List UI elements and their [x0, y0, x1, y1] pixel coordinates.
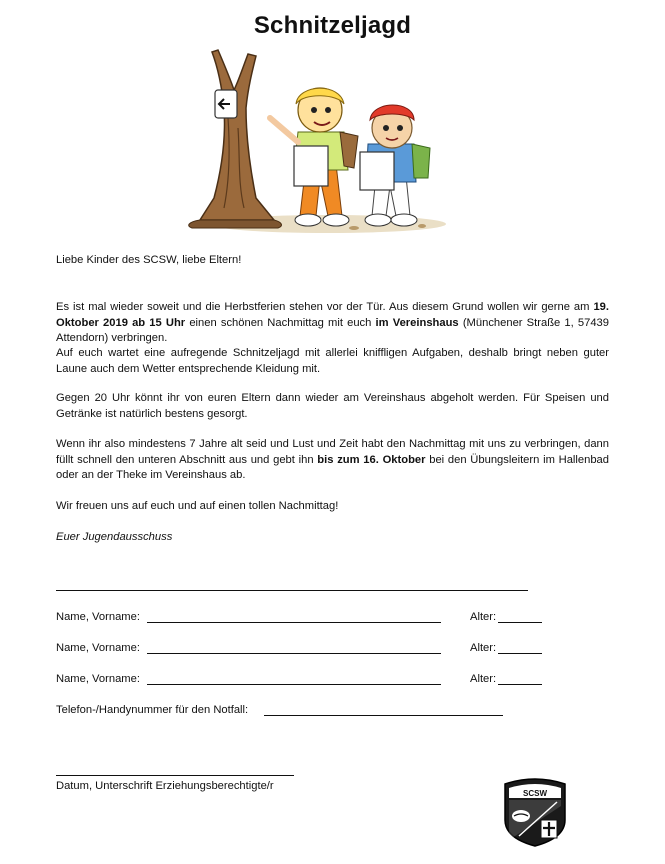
boy-icon	[360, 105, 430, 226]
children-illustration	[178, 48, 450, 238]
age-label-1: Alter:	[470, 611, 497, 623]
deadline: bis zum 16. Oktober	[317, 453, 426, 466]
cut-line	[56, 590, 528, 591]
name-label-3: Name, Vorname:	[56, 673, 140, 685]
name-label-2: Name, Vorname:	[56, 642, 140, 654]
signoff: Euer Jugendausschuss	[56, 531, 173, 543]
paragraph-invitation: Es ist mal wieder soweit und die Herbstferien stehen vor der Tür. Aus diesem Grund wollen wir gerne am 19. Oktober 2019 ab 15 Uhr einen schönen Nachmittag mit euch im Vereinshaus (Münchener Straße 1, 57439 Attendorn) verbringen.	[56, 301, 609, 345]
age-label-3: Alter:	[470, 673, 497, 685]
age-field-1[interactable]	[498, 622, 542, 623]
paragraph-activity: Auf euch wartet eine aufregende Schnitzeljagd mit allerlei kniffligen Aufgaben, deshalb bringt neben guter Laune auch dem Wetter entsprechende Kleidung mit.	[56, 347, 609, 375]
closing-line: Wir freuen uns auf euch und auf einen tollen Nachmittag!	[56, 500, 339, 512]
age-field-2[interactable]	[498, 653, 542, 654]
greeting: Liebe Kinder des SCSW, liebe Eltern!	[56, 254, 242, 266]
girl-icon	[270, 88, 358, 226]
paragraph-pickup: Gegen 20 Uhr könnt ihr von euren Eltern dann wieder am Vereinshaus abgeholt werden. Für Speisen und Getränke ist natürlich bestens gesorgt.	[56, 392, 609, 420]
age-field-3[interactable]	[498, 684, 542, 685]
name-field-1[interactable]	[147, 622, 441, 623]
signature-field[interactable]	[56, 775, 294, 776]
phone-field[interactable]	[264, 715, 503, 716]
name-field-2[interactable]	[147, 653, 441, 654]
age-label-2: Alter:	[470, 642, 497, 654]
club-logo-icon	[501, 776, 569, 848]
phone-label: Telefon-/Handynummer für den Notfall:	[56, 704, 249, 716]
signature-label: Datum, Unterschrift Erziehungsberechtigte/r	[56, 780, 274, 792]
event-location: im Vereinshaus	[375, 316, 459, 329]
name-label-1: Name, Vorname:	[56, 611, 140, 623]
event-date: 19. Oktober 2019 ab 15 Uhr	[56, 301, 609, 329]
page-title: Schnitzeljagd	[253, 12, 412, 39]
logo-text: SCSW	[523, 789, 547, 798]
paragraph-registration: Wenn ihr also mindestens 7 Jahre alt seid und Lust und Zeit habt den Nachmittag mit uns zu verbringen, dann füllt schnell den unteren Abschnitt aus und gebt ihn bis zum 16. Oktober bei den Übungsleitern im Hallenbad oder an der Theke im Vereinshaus ab.	[56, 438, 610, 482]
name-field-3[interactable]	[147, 684, 441, 685]
